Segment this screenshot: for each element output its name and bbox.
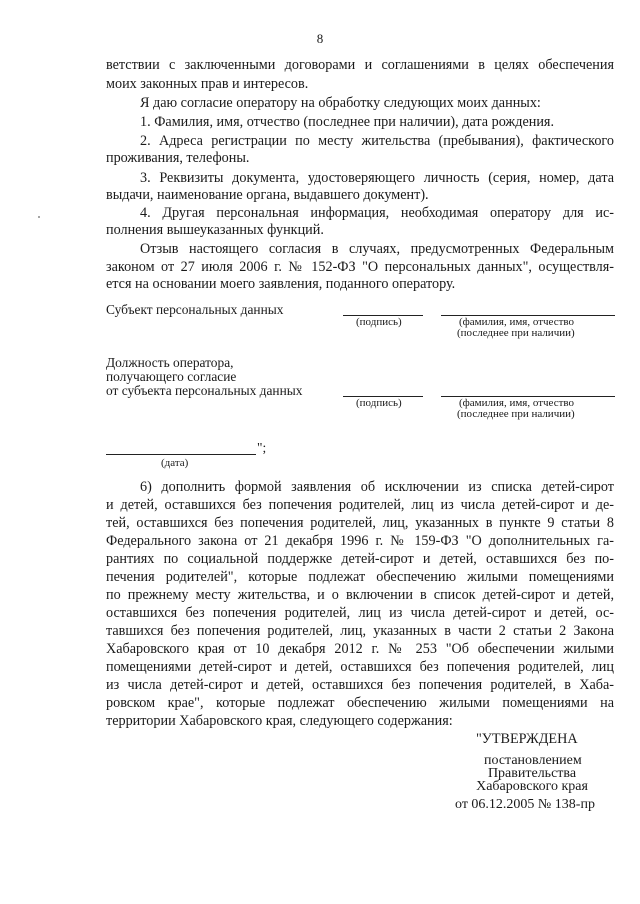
signature-caption: (подпись) <box>356 397 402 409</box>
withdrawal-line: ется на основании моего заявления, поданного оператору. <box>106 276 456 292</box>
approved-line: Правительства <box>487 766 577 781</box>
fio-caption: (последнее при наличии) <box>457 327 575 339</box>
list-item: 2. Адреса регистрации по месту жительства (пребывания), фактического <box>140 133 614 149</box>
paragraph-line: 6) дополнить формой заявления об исключении из списка детей-сирот <box>140 479 614 495</box>
paragraph-line: оставшихся без попечения родителей, лиц из числа детей-сирот и детей, ос- <box>106 605 614 621</box>
operator-label: Должность оператора, <box>106 355 234 370</box>
list-item: 4. Другая персональная информация, необходимая оператору для ис- <box>140 205 614 221</box>
list-item: 1. Фамилия, имя, отчество (последнее при наличии), дата рождения. <box>140 114 555 130</box>
date-line-tail: "; <box>257 440 267 455</box>
operator-label: от субъекта персональных данных <box>106 383 303 398</box>
paragraph-line: помещениями детей-сирот и детей, оставшихся без попечения родителей, лиц <box>106 659 614 675</box>
approved-line: Хабаровского края <box>476 779 588 794</box>
consent-intro: Я даю согласие оператору на обработку следующих моих данных: <box>140 95 541 111</box>
fio-caption: (фамилия, имя, отчество <box>459 397 575 409</box>
page-number: 8 <box>316 31 324 46</box>
date-caption: (дата) <box>161 457 189 469</box>
subject-label: Субъект персональных данных <box>106 302 284 317</box>
approved-line: постановлением <box>484 753 582 768</box>
list-item-continuation: полнения вышеуказанных функций. <box>106 222 324 238</box>
date-line <box>106 454 256 455</box>
approved-title: "УТВЕРЖДЕНА <box>476 731 578 747</box>
withdrawal-line: законом от 27 июля 2006 г. № 152-ФЗ "О персональных данных", осуществля- <box>106 259 614 275</box>
list-item: 3. Реквизиты документа, удостоверяющего личность (серия, номер, дата <box>140 170 614 186</box>
fio-caption: (фамилия, имя, отчество <box>459 316 575 328</box>
paragraph-line: территории Хабаровского края, следующего содержания: <box>106 713 453 729</box>
scan-speck <box>38 216 40 218</box>
paragraph-line: печения родителей", которые подлежат обеспечению жилыми помещениями <box>106 569 614 585</box>
paragraph-line: Федерального закона от 21 декабря 1996 г. № 159-ФЗ "О дополнительных га- <box>106 533 614 549</box>
fio-caption: (последнее при наличии) <box>457 408 575 420</box>
list-item-continuation: проживания, телефоны. <box>106 150 250 166</box>
paragraph-line: по прежнему месту жительства, и о включении в список детей-сирот и детей, <box>106 587 614 603</box>
list-item-continuation: выдачи, наименование органа, выдавшего документ). <box>106 187 429 203</box>
body-line: моих законных прав и интересов. <box>106 76 309 92</box>
paragraph-line: ровском крае", которые подлежат обеспечению жилыми помещениями на <box>106 695 614 711</box>
approved-line: от 06.12.2005 № 138-пр <box>455 797 595 812</box>
paragraph-line: тей, оставшихся без попечения родителей, лиц, указанных в пункте 9 статьи 8 <box>106 515 614 531</box>
signature-caption: (подпись) <box>356 316 402 328</box>
withdrawal-line: Отзыв настоящего согласия в случаях, предусмотренных Федеральным <box>140 241 614 257</box>
paragraph-line: из числа детей-сирот и детей, оставшихся без попечения родителей, в Хаба- <box>106 677 614 693</box>
paragraph-line: рантиях по социальной поддержке детей-сирот и детей, оставшихся без по- <box>106 551 614 567</box>
operator-label: получающего согласие <box>106 369 237 384</box>
paragraph-line: Хабаровского края от 10 декабря 2012 г. № 253 "Об обеспечении жилыми <box>106 641 614 657</box>
paragraph-line: тавшихся без попечения родителей, лиц, указанных в части 2 статьи 2 Закона <box>106 623 614 639</box>
paragraph-line: и детей, оставшихся без попечения родителей, лиц из числа детей-сирот и де- <box>106 497 614 513</box>
body-line: ветствии с заключенными договорами и соглашениями в целях обеспечения <box>106 57 614 73</box>
